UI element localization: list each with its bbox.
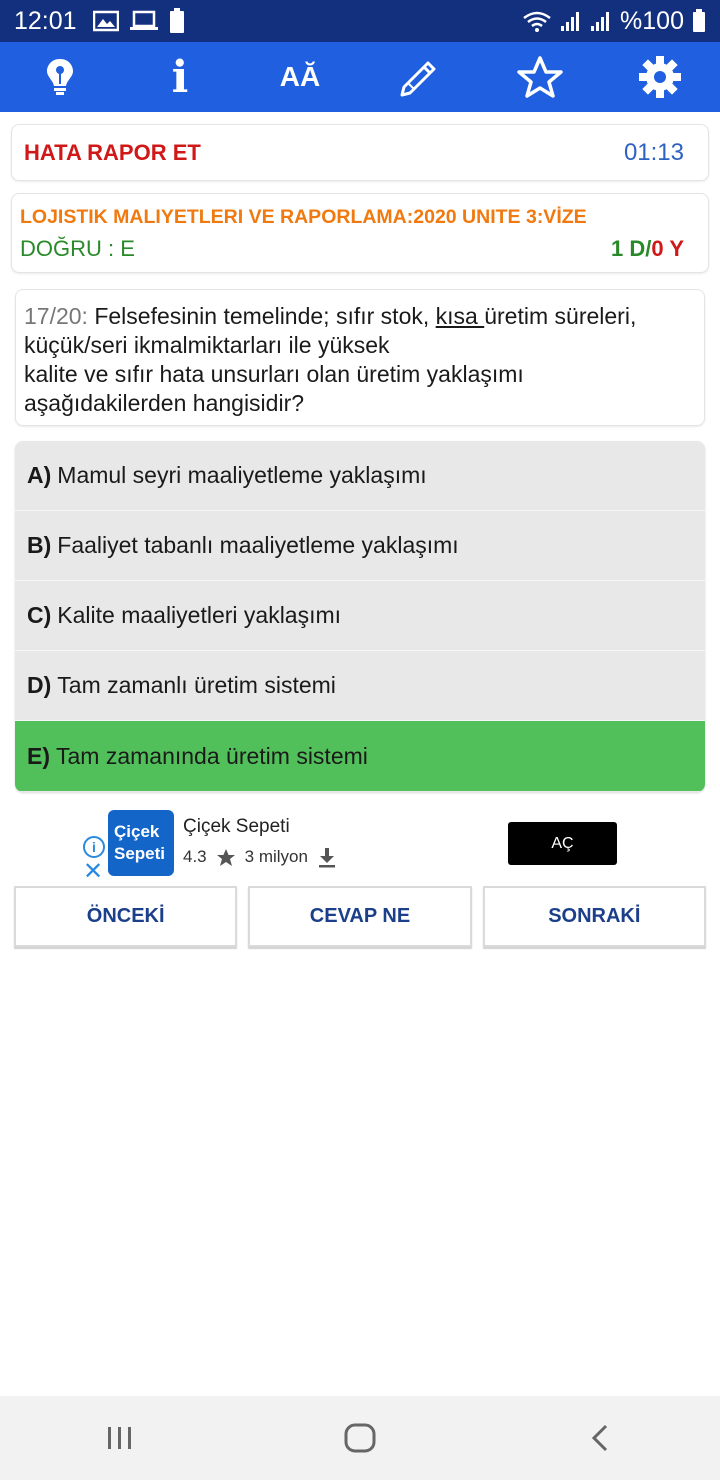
option-text: Tam zamanlı üretim sistemi: [57, 672, 336, 698]
status-time: 12:01: [14, 6, 77, 35]
question-line-2: küçük/seri ikmalmiktarları ile yüksek: [24, 332, 390, 358]
font-size-icon: AĂ: [279, 61, 321, 92]
pencil-icon: [398, 55, 442, 99]
system-nav-bar: [0, 1396, 720, 1480]
question-line-4: aşağıdakilerden hangisidir?: [24, 390, 305, 416]
image-icon: [93, 10, 119, 32]
question-text-underlined: kısa: [435, 303, 485, 329]
star-icon: [216, 848, 236, 867]
ad-banner[interactable]: [80, 805, 640, 883]
option-text: Kalite maaliyetleri yaklaşımı: [57, 602, 342, 628]
option-letter: B): [27, 532, 52, 558]
laptop-icon: [129, 10, 159, 32]
question-text-1a: Felsefesinin temelinde; sıfır stok,: [87, 303, 436, 329]
signal-icon-2: [590, 10, 612, 32]
ad-logo-line2: Sepeti: [114, 844, 166, 863]
option-d[interactable]: [15, 651, 705, 721]
option-letter: A): [27, 462, 52, 488]
option-letter: D): [27, 672, 52, 698]
option-b[interactable]: [15, 511, 705, 581]
gear-icon: [638, 55, 682, 99]
battery-saver-icon: [169, 8, 185, 34]
option-text: Tam zamanında üretim sistemi: [56, 742, 368, 769]
score-wrong: 0 Y: [651, 236, 684, 261]
navigation-buttons: [14, 886, 706, 947]
course-card: [11, 193, 709, 273]
course-title: LOJISTIK MALIYETLERI VE RAPORLAMA:2020 UNITE 3:VİZE: [20, 206, 587, 228]
option-e[interactable]: [15, 721, 705, 791]
timer: 01:13: [623, 138, 684, 166]
recent-apps-icon: [105, 1424, 135, 1452]
info-icon: i: [171, 51, 189, 103]
lightbulb-icon: [45, 57, 75, 97]
font-size-button[interactable]: [265, 42, 335, 112]
battery-percent: %100: [620, 6, 684, 35]
score-correct: 1 D: [611, 236, 646, 261]
favorite-button[interactable]: [505, 42, 575, 112]
signal-icon: [560, 10, 582, 32]
home-button[interactable]: [320, 1408, 400, 1468]
report-error-button[interactable]: HATA RAPOR ET: [24, 139, 201, 165]
question-line-3: kalite ve sıfır hata unsurları olan üretim yaklaşımı: [24, 361, 524, 387]
download-icon: [317, 846, 337, 868]
option-letter: C): [27, 602, 52, 628]
option-c[interactable]: [15, 581, 705, 651]
option-text: Faaliyet tabanlı maaliyetleme yaklaşımı: [57, 532, 459, 558]
question-text-1b: üretim süreleri,: [484, 303, 637, 329]
question-card: [15, 289, 705, 426]
course-status-row: [20, 236, 684, 262]
recent-apps-button[interactable]: [80, 1408, 160, 1468]
ad-rating: 4.3: [183, 847, 207, 866]
info-button[interactable]: [145, 42, 215, 112]
ad-info-icon[interactable]: i: [83, 836, 105, 858]
show-answer-button[interactable]: CEVAP NE: [248, 886, 471, 947]
ad-close-icon[interactable]: ✕: [83, 858, 104, 885]
question-line-1: [24, 302, 694, 331]
report-card: [11, 124, 709, 181]
status-left-icons: [93, 8, 185, 34]
score: [611, 236, 684, 262]
status-bar: [0, 0, 720, 42]
correct-answer-label: DOĞRU : E: [20, 236, 135, 261]
ad-open-button[interactable]: AÇ: [508, 822, 617, 865]
wifi-icon: [522, 10, 552, 32]
home-icon: [343, 1422, 377, 1454]
back-button[interactable]: [560, 1408, 640, 1468]
ad-logo-line1: Çiçek: [114, 822, 160, 841]
option-letter: E): [27, 742, 50, 769]
star-icon: [517, 55, 563, 99]
ad-app-logo: [108, 810, 174, 876]
question-number: 17/20:: [24, 303, 88, 329]
score-separator: /: [645, 236, 652, 261]
back-icon: [588, 1423, 612, 1453]
ad-downloads: 3 milyon: [244, 847, 308, 866]
option-a[interactable]: [15, 441, 705, 511]
option-text: Mamul seyri maaliyetleme yaklaşımı: [57, 462, 427, 488]
note-button[interactable]: [385, 42, 455, 112]
ad-app-name: Çiçek Sepeti: [183, 816, 290, 837]
status-right: [522, 7, 706, 36]
answer-options: [15, 441, 705, 792]
hint-button[interactable]: [25, 42, 95, 112]
battery-icon: [692, 9, 706, 33]
next-button[interactable]: SONRAKİ: [483, 886, 706, 947]
ad-meta: [183, 846, 337, 868]
previous-button[interactable]: ÖNCEKİ: [14, 886, 237, 947]
settings-button[interactable]: [625, 42, 695, 112]
toolbar: [0, 42, 720, 112]
